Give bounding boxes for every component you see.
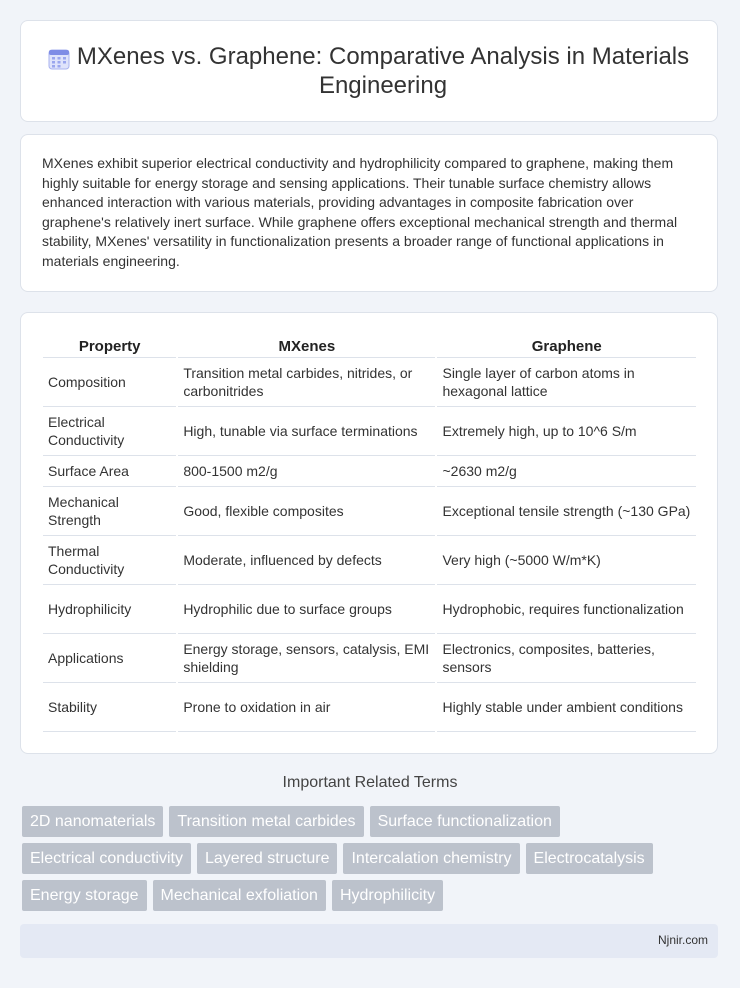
table-row: [43, 634, 696, 683]
header-mxenes: MXenes: [178, 333, 435, 358]
table-row: [43, 683, 696, 732]
table-cell: Stability: [43, 683, 176, 732]
table-cell: Extremely high, up to 10^6 S/m: [437, 407, 696, 456]
table-cell: Good, flexible composites: [178, 487, 435, 536]
page-title: MXenes vs. Graphene: Comparative Analysis in Materials Engineering: [76, 43, 690, 99]
summary-text: MXenes exhibit superior electrical conductivity and hydrophilicity compared to graphene, making them highly suitable for energy storage and sensing applications. Their tunable surface chemistry allows enhanced interaction with various materials, providing advantages in composite fabrication over graphene's relatively inert surface. While graphene offers exceptional mechanical strength and thermal stability, MXenes' versatility in functionalization presents a broader range of functional applications in materials engineering.: [42, 155, 678, 269]
table-cell: Moderate, influenced by defects: [178, 536, 435, 585]
table-row: [43, 407, 696, 456]
comparison-table-card: [20, 312, 718, 754]
related-term-tag[interactable]: Energy storage: [22, 880, 147, 911]
related-term-tag[interactable]: 2D nanomaterials: [22, 806, 163, 837]
table-cell: Energy storage, sensors, catalysis, EMI shielding: [178, 634, 435, 683]
header-graphene: Graphene: [437, 333, 696, 358]
footer: [20, 924, 718, 958]
related-term-tag[interactable]: Electrocatalysis: [526, 843, 653, 874]
related-term-tag[interactable]: Mechanical exfoliation: [153, 880, 326, 911]
table-cell: 800-1500 m2/g: [178, 456, 435, 487]
table-cell: Hydrophobic, requires functionalization: [437, 585, 696, 634]
related-term-tag[interactable]: Transition metal carbides: [169, 806, 363, 837]
table-cell: Electronics, composites, batteries, sensors: [437, 634, 696, 683]
table-cell: Mechanical Strength: [43, 487, 176, 536]
related-term-tag[interactable]: Electrical conductivity: [22, 843, 191, 874]
related-terms-list: [22, 806, 722, 917]
related-terms-title: Important Related Terms: [282, 774, 458, 791]
table-cell: Single layer of carbon atoms in hexagonal lattice: [437, 358, 696, 407]
related-term-tag[interactable]: Surface functionalization: [370, 806, 560, 837]
table-cell: Thermal Conductivity: [43, 536, 176, 585]
table-cell: Hydrophilicity: [43, 585, 176, 634]
table-cell: Exceptional tensile strength (~130 GPa): [437, 487, 696, 536]
table-cell: Hydrophilic due to surface groups: [178, 585, 435, 634]
footer-site-name[interactable]: Njnir.com: [657, 933, 708, 947]
tag-row: [22, 843, 722, 874]
table-cell: Highly stable under ambient conditions: [437, 683, 696, 732]
related-term-tag[interactable]: Layered structure: [197, 843, 338, 874]
summary-card: [20, 134, 718, 292]
table-row: [43, 487, 696, 536]
table-cell: Electrical Conductivity: [43, 407, 176, 456]
table-cell: ~2630 m2/g: [437, 456, 696, 487]
tag-row: [22, 880, 722, 911]
table-cell: Prone to oxidation in air: [178, 683, 435, 732]
title-card: [20, 20, 718, 122]
table-row: [43, 585, 696, 634]
header-property: Property: [43, 333, 176, 358]
table-cell: Applications: [43, 634, 176, 683]
comparison-table: [41, 333, 698, 732]
table-cell: Surface Area: [43, 456, 176, 487]
table-cell: Composition: [43, 358, 176, 407]
table-cell: High, tunable via surface terminations: [178, 407, 435, 456]
table-cell: Transition metal carbides, nitrides, or carbonitrides: [178, 358, 435, 407]
table-row: [43, 536, 696, 585]
table-header-row: [43, 333, 696, 358]
table-row: [43, 358, 696, 407]
related-term-tag[interactable]: Intercalation chemistry: [343, 843, 519, 874]
table-row: [43, 456, 696, 487]
tag-row: [22, 806, 722, 837]
table-cell: Very high (~5000 W/m*K): [437, 536, 696, 585]
related-term-tag[interactable]: Hydrophilicity: [332, 880, 443, 911]
